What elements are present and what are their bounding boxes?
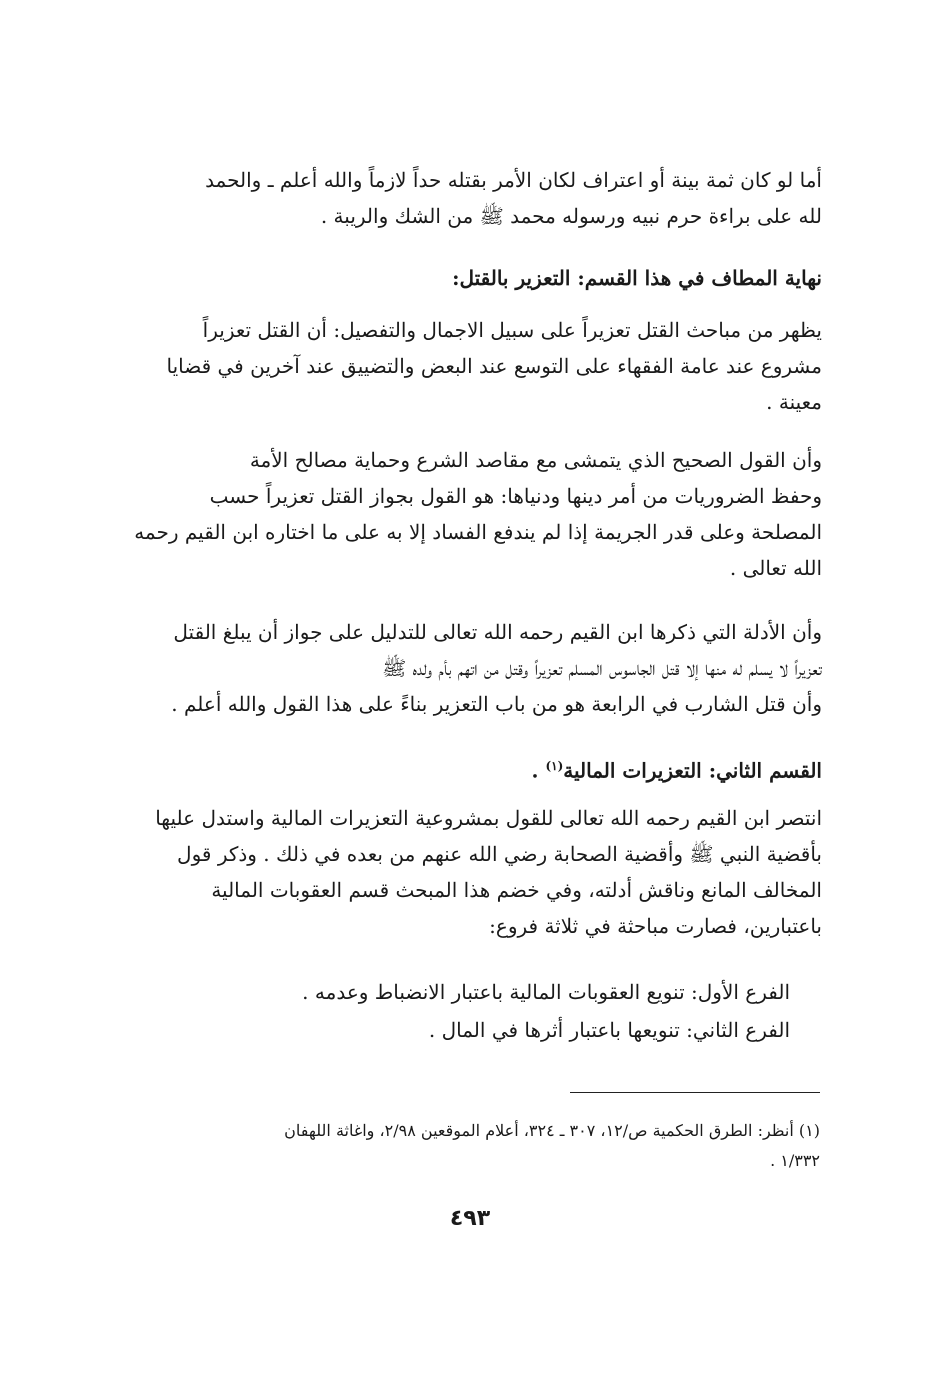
- paragraph-4-line-1: انتصر ابن القيم رحمه الله تعالى للقول بمشروعية التعزيرات المالية واستدل عليها: [155, 806, 822, 830]
- paragraph-1-line-1: يظهر من مباحث القتل تعزيراً على سبيل الاجمال والتفصيل: أن القتل تعزيراً: [202, 318, 822, 342]
- footnote-separator: [570, 1092, 820, 1093]
- section-heading-text: القسم الثاني: التعزيرات المالية: [563, 758, 822, 783]
- paragraph-3-line-2: تعزيراً لا يسلم له منها إلا قتل الجاسوس المسلم تعزيراً وقتل من اتهم بأم ولده ﷺ: [382, 656, 822, 680]
- paragraph-1-line-3: معينة .: [766, 390, 822, 414]
- paragraph-4-line-2: بأقضية النبي ﷺ وأقضية الصحابة رضي الله عنهم من بعده في ذلك . وذكر قول: [177, 842, 822, 866]
- footnote-line-2: ١/٣٣٢ .: [770, 1151, 820, 1170]
- paragraph-4-line-4: باعتبارين، فصارت مباحثة في ثلاثة فروع:: [489, 914, 822, 938]
- section-heading-trailing: .: [531, 758, 546, 783]
- intro-line-2: لله على براءة حرم نبيه ورسوله محمد ﷺ من الشك والريبة .: [320, 204, 822, 228]
- paragraph-2-line-4: الله تعالى .: [729, 556, 822, 580]
- footnote-line-1: (١) أنظر: الطرق الحكمية ص/١٢، ٣٠٧ ـ ٣٢٤، أعلام الموقعين ٢/٩٨، واغاثة اللهفان: [284, 1121, 820, 1140]
- page-number: ٤٩٣: [449, 1206, 491, 1231]
- paragraph-1: [132, 312, 822, 420]
- paragraph-1-line-2: مشروع عند عامة الفقهاء على التوسع عند البعض والتضييق عند آخرين في قضايا: [166, 354, 822, 378]
- paragraph-4-line-3: المخالف المانع وناقش أدلته، وفي خضم هذا المبحث قسم العقوبات المالية: [211, 878, 822, 902]
- footnote-marker: (١): [545, 759, 564, 773]
- branch-2: الفرع الثاني: تنويعها باعتبار أثرها في المال .: [428, 1018, 790, 1042]
- paragraph-3-line-1: وأن الأدلة التي ذكرها ابن القيم رحمه الله تعالى للتدليل على جواز أن يبلغ القتل: [173, 620, 822, 644]
- paragraph-2-line-3: المصلحة وعلى قدر الجريمة إذا لم يندفع الفساد إلا به على ما اختاره ابن القيم رحمه: [134, 520, 822, 544]
- paragraph-3-line-3: وأن قتل الشارب في الرابعة هو من باب التعزير بناءً على هذا القول والله أعلم .: [171, 692, 822, 716]
- footnote: [120, 1116, 820, 1176]
- intro-paragraph: [132, 162, 822, 234]
- paragraph-2: [132, 442, 822, 586]
- paragraph-2-line-2: وحفظ الضروريات من أمر دينها ودنياها: هو القول بجواز القتل تعزيراً حسب: [209, 484, 822, 508]
- paragraph-3: [132, 614, 822, 722]
- intro-line-1: أما لو كان ثمة بينة أو اعتراف لكان الأمر بقتله حداً لازماً والله أعلم ـ والحمد: [205, 168, 822, 192]
- paragraph-4: [132, 800, 822, 944]
- summary-heading: نهاية المطاف في هذا القسم: التعزير بالقتل:: [452, 266, 822, 290]
- branch-1: الفرع الأول: تنويع العقوبات المالية باعتبار الانضباط وعدمه .: [302, 980, 790, 1004]
- paragraph-2-line-1: وأن القول الصحيح الذي يتمشى مع مقاصد الشرع وحماية مصالح الأمة: [249, 448, 822, 472]
- section-heading: [132, 748, 822, 789]
